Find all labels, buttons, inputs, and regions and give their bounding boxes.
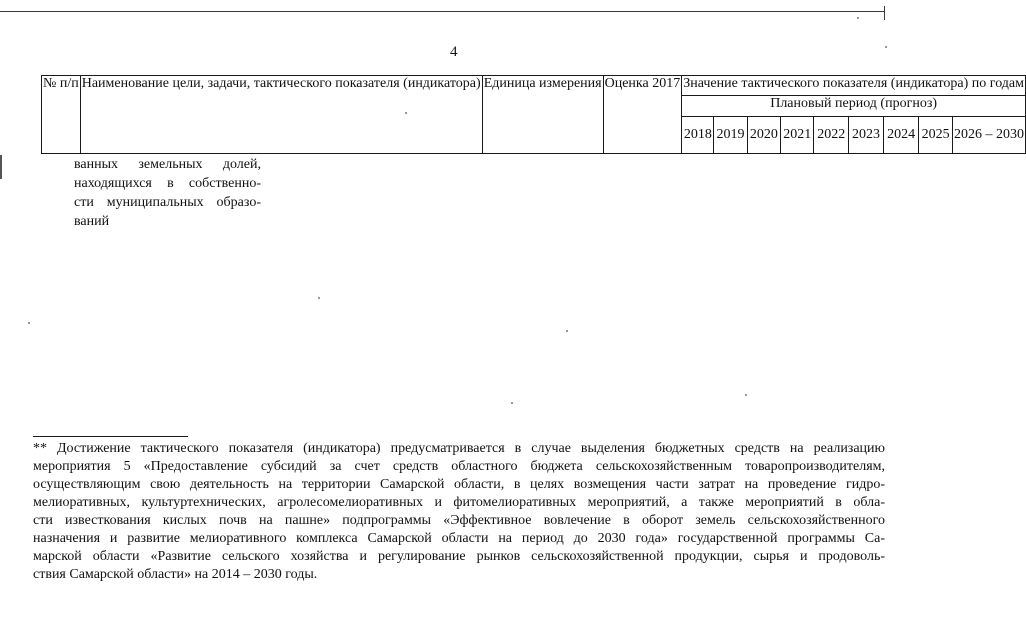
page-number: 4 — [450, 44, 458, 60]
continuation-line: ванных земельных долей, — [74, 157, 261, 172]
planning-period-header: Плановый период (прогноз) — [682, 96, 1026, 117]
page-corner-mark — [884, 6, 885, 20]
footnote-line: мелиоративных, культуртехнических, агролесомелиоративных и фитомелиоративных мероприятий, а также мероприятий в обла- — [33, 495, 885, 510]
scan-speck — [28, 322, 30, 324]
page-top-border — [0, 11, 884, 12]
continuation-line: ваний — [74, 214, 110, 229]
year-header-2022: 2022 — [814, 117, 849, 154]
footnote-line: осуществляющим свою деятельность на территории Самарской области, в целях возмещения части затрат на проведение гидро- — [33, 477, 885, 492]
footnote-line: марской области «Развитие сельского хозяйства и регулирование рынков сельскохозяйственной продукции, сырья и продоволь- — [33, 549, 885, 564]
column-name-header: Наименование цели, задачи, тактического показателя (индикатора) — [80, 76, 482, 154]
year-header-2019: 2019 — [714, 117, 747, 154]
scan-speck — [318, 297, 320, 299]
scan-speck — [511, 402, 513, 404]
column-estimate-header: Оценка 2017 — [603, 76, 682, 154]
scan-speck — [405, 112, 407, 114]
year-header-2023: 2023 — [848, 117, 883, 154]
scan-edge-mark — [0, 155, 2, 179]
year-header-2024: 2024 — [884, 117, 919, 154]
footnote-line: ствия Самарской области» на 2014 – 2030 годы. — [33, 567, 318, 582]
column-number-header: № п/п — [42, 76, 81, 154]
year-header-2020: 2020 — [747, 117, 781, 154]
footnote-line: сти известкования кислых почв на пашне» подпрограммы «Эффективное вовлечение в оборот земель сельскохозяйственного — [33, 513, 885, 528]
indicator-name-continuation — [74, 155, 261, 231]
footnote-line: назначения и развитие мелиоративного комплекса Самарской области на период до 2030 года» государственной программы Са- — [33, 531, 885, 546]
indicator-table-header — [41, 75, 1026, 154]
scan-speck — [885, 46, 887, 48]
footnote-line: мероприятия 5 «Предоставление субсидий за счет средств областного бюджета сельскохозяйственным товаропроизводителям, — [33, 459, 885, 474]
continuation-line: находящихся в собственно- — [74, 176, 261, 191]
year-header-2021: 2021 — [781, 117, 814, 154]
year-header-2025: 2025 — [919, 117, 953, 154]
year-header-2026-2030: 2026 – 2030 — [952, 117, 1025, 154]
continuation-line: сти муниципальных образо- — [74, 195, 261, 210]
indicator-values-group-header: Значение тактического показателя (индикатора) по годам — [682, 76, 1026, 96]
footnote — [33, 440, 885, 584]
footnote-line: ** Достижение тактического показателя (индикатора) предусматривается в случае выделения бюджетных средств на реализацию — [33, 441, 885, 456]
scan-speck — [857, 17, 859, 19]
scan-speck — [566, 330, 568, 332]
scan-speck — [745, 394, 747, 396]
footnote-separator — [33, 436, 188, 437]
year-header-2018: 2018 — [682, 117, 714, 154]
column-unit-header: Единица измерения — [482, 76, 603, 154]
